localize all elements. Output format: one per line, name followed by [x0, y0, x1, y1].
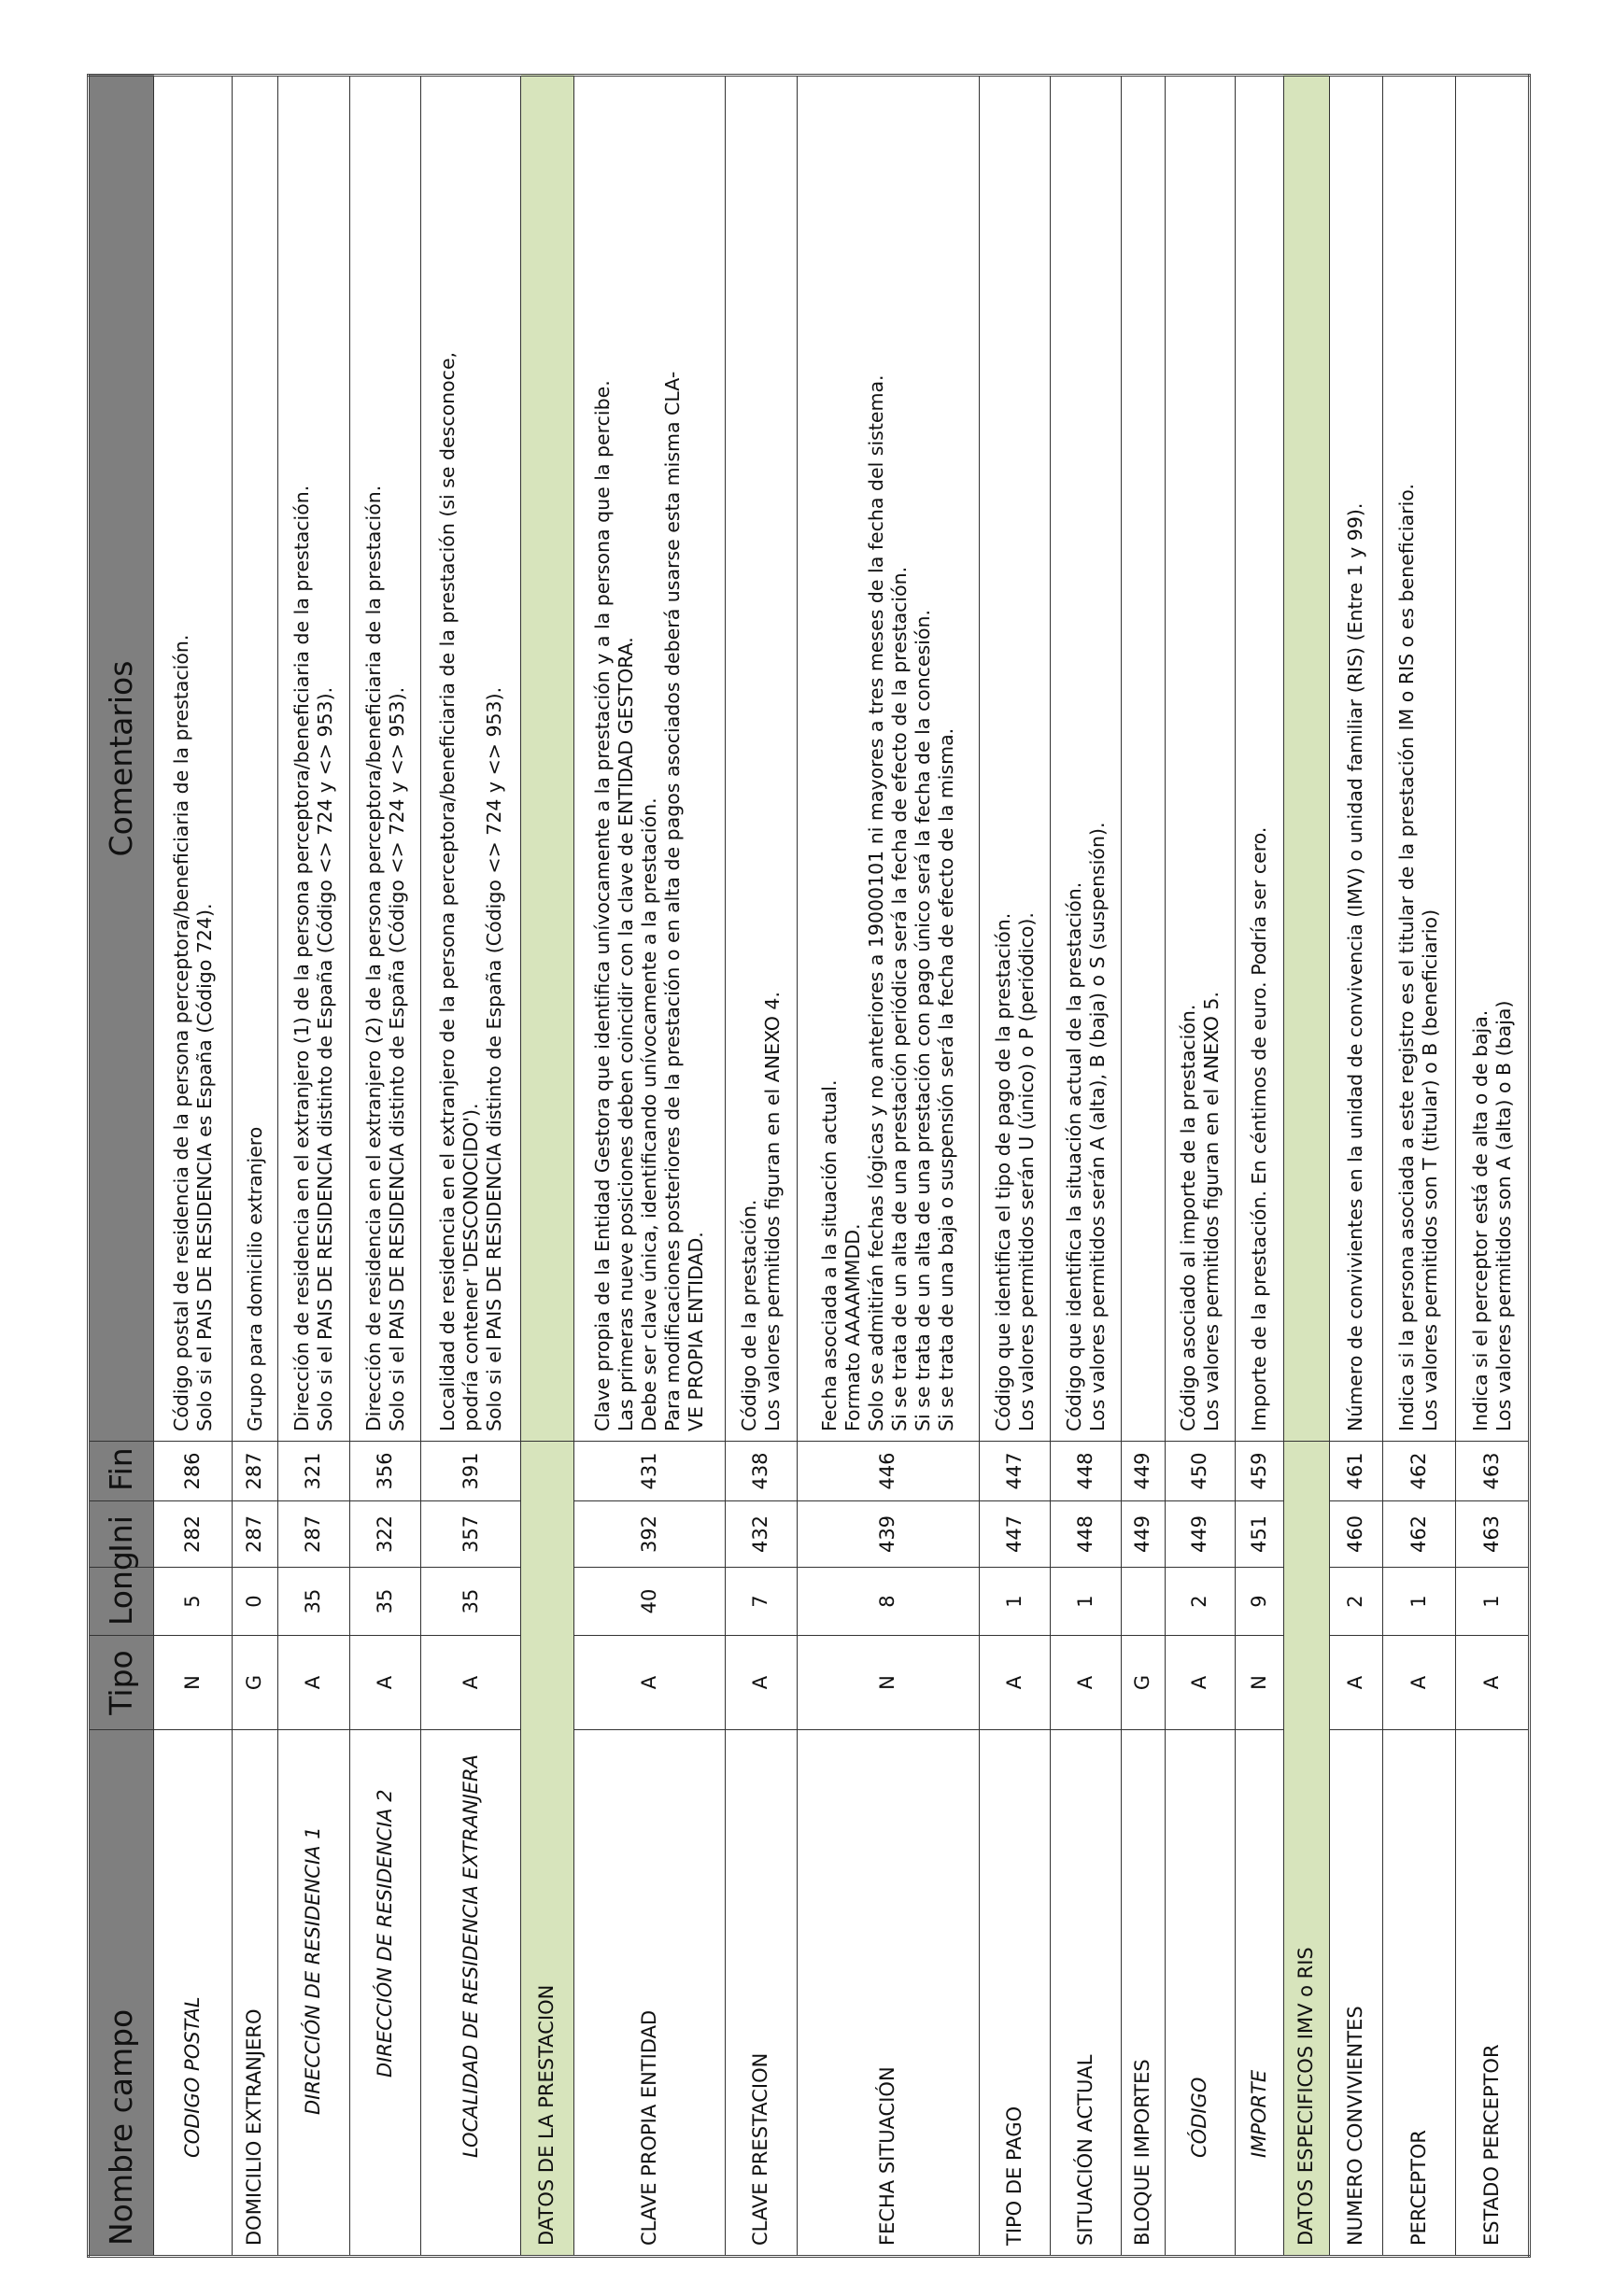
field-tipo: A: [725, 1636, 798, 1730]
field-ini: 463: [1456, 1501, 1530, 1568]
table-row: [798, 76, 980, 2257]
field-comment: [1165, 76, 1235, 1442]
comment-line: Grupo para domicilio extranjero: [243, 1126, 266, 1431]
field-name: TIPO DE PAGO: [979, 1730, 1050, 2257]
comment-line: Los valores permitidos son A (alta) o B (baja): [1492, 1000, 1515, 1431]
field-ini: 460: [1329, 1501, 1382, 1568]
field-fin: 431: [574, 1442, 726, 1501]
field-long: 1: [1456, 1568, 1530, 1636]
field-tipo: N: [798, 1636, 980, 1730]
field-fin: 286: [154, 1442, 233, 1501]
comment-line: Código postal de residencia de la persona perceptora/beneficiaria de la prestación.: [169, 634, 192, 1431]
field-name: FECHA SITUACIÓN: [798, 1730, 980, 2257]
comment-line: Los valores permitidos serán U (único) o P (periódico).: [1014, 912, 1038, 1431]
field-fin: 321: [278, 1442, 349, 1501]
field-comment: [1051, 76, 1121, 1442]
field-comment: [1236, 76, 1283, 1442]
field-ini: 282: [154, 1501, 233, 1568]
field-ini: 287: [278, 1501, 349, 1568]
comment-line: Localidad de residencia en el extranjero de la persona perceptora/beneficiaria de la prestación (si se desconoce,: [435, 351, 459, 1431]
field-tipo: G: [233, 1636, 278, 1730]
field-comment: [421, 76, 521, 1442]
field-comment: [1121, 76, 1165, 1442]
field-name: NUMERO CONVIVIENTES: [1329, 1730, 1382, 2257]
table-row: [1165, 76, 1235, 2257]
field-fin: 450: [1165, 1442, 1235, 1501]
field-ini: 449: [1165, 1501, 1235, 1568]
field-tipo: N: [1236, 1636, 1283, 1730]
field-name: SITUACIÓN ACTUAL: [1051, 1730, 1121, 2257]
field-fin: 448: [1051, 1442, 1121, 1501]
section-spacer: [521, 76, 574, 1442]
field-tipo: A: [1382, 1636, 1456, 1730]
field-fin: 438: [725, 1442, 798, 1501]
field-ini: 432: [725, 1501, 798, 1568]
comment-line: Formato AAAAMMDD.: [841, 1223, 865, 1431]
comment-line: Si se trata de una baja o suspensión será la fecha de efecto de la misma.: [935, 727, 958, 1431]
comment-line: Los valores permitidos son T (titular) o B (beneficiario): [1419, 909, 1442, 1431]
field-long: 40: [574, 1568, 726, 1636]
field-ini: 392: [574, 1501, 726, 1568]
field-long: 7: [725, 1568, 798, 1636]
field-ini: 447: [979, 1501, 1050, 1568]
field-long: 0: [233, 1568, 278, 1636]
comment-line: Solo si el PAIS DE RESIDENCIA distinto de España (Código <> 724 y <> 953).: [482, 686, 505, 1431]
comment-line: Solo se admitirán fechas lógicas y no anteriores a 19000101 ni mayores a tres meses de la fecha del sistema.: [865, 374, 888, 1431]
field-name: CLAVE PRESTACION: [725, 1730, 798, 2257]
table-row: [421, 76, 521, 2257]
field-fin: 391: [421, 1442, 521, 1501]
field-tipo: A: [979, 1636, 1050, 1730]
field-ini: 322: [349, 1501, 420, 1568]
field-spec-table: [87, 74, 1531, 2258]
field-fin: 446: [798, 1442, 980, 1501]
field-ini: 451: [1236, 1501, 1283, 1568]
comment-line: Código de la prestación.: [738, 1199, 761, 1431]
header-ini: Ini: [89, 1501, 154, 1568]
comment-line: podría contener 'DESCONOCIDO').: [459, 1103, 482, 1431]
comment-line: Las primeras nueve posiciones deben coincidir con la clave de ENTIDAD GESTORA.: [615, 637, 638, 1431]
field-name: CÓDIGO: [1165, 1730, 1235, 2257]
field-tipo: A: [278, 1636, 349, 1730]
section-title: DATOS DE LA PRESTACION: [521, 1442, 574, 2257]
section-row: [1283, 76, 1329, 2257]
field-long: 35: [421, 1568, 521, 1636]
table-row: [278, 76, 349, 2257]
field-comment: [1456, 76, 1530, 1442]
table-row: [574, 76, 726, 2257]
comment-line: Fecha asociada a la situación actual.: [818, 1079, 841, 1431]
comment-line: Número de convivientes en la unidad de convivencia (IMV) o unidad familiar (RIS) (Entre 1 y 99).: [1344, 502, 1367, 1431]
field-tipo: A: [574, 1636, 726, 1730]
field-comment: [278, 76, 349, 1442]
field-name: DOMICILIO EXTRANJERO: [233, 1730, 278, 2257]
comment-line: Solo si el PAIS DE RESIDENCIA distinto de España (Código <> 724 y <> 953).: [314, 686, 337, 1431]
field-comment: [1382, 76, 1456, 1442]
field-comment: [574, 76, 726, 1442]
comment-line: Código asociado al importe de la prestación.: [1177, 1004, 1199, 1431]
section-row: [521, 76, 574, 2257]
comment-line: Dirección de residencia en el extranjero (1) de la persona perceptora/beneficiaria de la prestación.: [290, 485, 314, 1431]
field-name: ESTADO PERCEPTOR: [1456, 1730, 1530, 2257]
section-title: DATOS ESPECIFICOS IMV o RIS: [1283, 1442, 1329, 2257]
field-tipo: A: [349, 1636, 420, 1730]
field-long: 35: [278, 1568, 349, 1636]
field-tipo: N: [154, 1636, 233, 1730]
header-comentarios: Comentarios: [89, 76, 154, 1442]
field-ini: 439: [798, 1501, 980, 1568]
comment-line: Si se trata de un alta de una prestación con pago único será la fecha de la concesión.: [912, 609, 935, 1431]
table-row: [725, 76, 798, 2257]
comment-line: Clave propia de la Entidad Gestora que identifica unívocamente a la prestación y a la persona que la percibe.: [591, 380, 615, 1431]
field-ini: 357: [421, 1501, 521, 1568]
field-comment: [349, 76, 420, 1442]
field-comment: [979, 76, 1050, 1442]
header-row: [89, 76, 154, 2257]
field-name: IMPORTE: [1236, 1730, 1283, 2257]
field-fin: 461: [1329, 1442, 1382, 1501]
section-spacer: [1283, 76, 1329, 1442]
field-comment: [798, 76, 980, 1442]
field-tipo: A: [1165, 1636, 1235, 1730]
field-fin: 447: [979, 1442, 1050, 1501]
comment-line: Dirección de residencia en el extranjero (2) de la persona perceptora/beneficiaria de la prestación.: [361, 485, 385, 1431]
field-comment: [725, 76, 798, 1442]
field-tipo: A: [1329, 1636, 1382, 1730]
table-row: [1382, 76, 1456, 2257]
table-row: [979, 76, 1050, 2257]
field-long: [1121, 1568, 1165, 1636]
field-tipo: A: [421, 1636, 521, 1730]
field-ini: 287: [233, 1501, 278, 1568]
field-long: 1: [979, 1568, 1050, 1636]
comment-line: Solo si el PAIS DE RESIDENCIA es España (Código 724).: [192, 903, 216, 1431]
field-name: PERCEPTOR: [1382, 1730, 1456, 2257]
header-fin: Fin: [89, 1442, 154, 1501]
field-fin: 462: [1382, 1442, 1456, 1501]
comment-line: Los valores permitidos serán A (alta), B (baja) o S (suspensión).: [1085, 822, 1109, 1431]
field-long: 2: [1329, 1568, 1382, 1636]
field-ini: 462: [1382, 1501, 1456, 1568]
field-name: DIRECCIÓN DE RESIDENCIA 1: [278, 1730, 349, 2257]
field-long: 9: [1236, 1568, 1283, 1636]
comment-line: Para modificaciones posteriores de la prestación o en alta de pagos asociados deberá usarse esta misma CLA-: [661, 371, 685, 1431]
field-tipo: A: [1456, 1636, 1530, 1730]
comment-line: Indica si la persona asociada a este registro es el titular de la prestación IM o RIS o es beneficiario.: [1395, 483, 1419, 1431]
field-name: DIRECCIÓN DE RESIDENCIA 2: [349, 1730, 420, 2257]
field-name: CODIGO POSTAL: [154, 1730, 233, 2257]
table-row: [349, 76, 420, 2257]
table-row: [154, 76, 233, 2257]
field-long: 2: [1165, 1568, 1235, 1636]
field-fin: 449: [1121, 1442, 1165, 1501]
field-fin: 463: [1456, 1442, 1530, 1501]
header-tipo: Tipo: [89, 1636, 154, 1730]
field-tipo: G: [1121, 1636, 1165, 1730]
comment-line: Debe ser clave única, identificando unívocamente a la prestación.: [638, 797, 661, 1431]
field-long: 1: [1382, 1568, 1456, 1636]
comment-line: Si se trata de un alta de una prestación periódica será la fecha de efecto de la prestación.: [888, 566, 912, 1431]
comment-line: Código que identifica la situación actual de la prestación.: [1062, 881, 1085, 1431]
comment-line: Código que identifica el tipo de pago de la prestación.: [991, 912, 1014, 1431]
comment-line: Los valores permitidos figuran en el ANEXO 5.: [1200, 992, 1223, 1431]
field-comment: [1329, 76, 1382, 1442]
table-row: [1236, 76, 1283, 2257]
comment-line: Importe de la prestación. En céntimos de euro. Podría ser cero.: [1247, 826, 1270, 1431]
table-row: [1329, 76, 1382, 2257]
header-nombre-campo: Nombre campo: [89, 1730, 154, 2257]
field-ini: 448: [1051, 1501, 1121, 1568]
field-long: 5: [154, 1568, 233, 1636]
field-long: 35: [349, 1568, 420, 1636]
table-row: [1456, 76, 1530, 2257]
field-name: BLOQUE IMPORTES: [1121, 1730, 1165, 2257]
header-long: Long: [89, 1568, 154, 1636]
comment-line: Indica si el perceptor está de alta o de baja.: [1468, 1009, 1492, 1431]
field-tipo: A: [1051, 1636, 1121, 1730]
field-ini: 449: [1121, 1501, 1165, 1568]
field-comment: [233, 76, 278, 1442]
field-long: 1: [1051, 1568, 1121, 1636]
field-comment: [154, 76, 233, 1442]
field-fin: 356: [349, 1442, 420, 1501]
field-fin: 287: [233, 1442, 278, 1501]
field-name: LOCALIDAD DE RESIDENCIA EXTRANJERA: [421, 1730, 521, 2257]
field-long: 8: [798, 1568, 980, 1636]
table-row: [1051, 76, 1121, 2257]
comment-line: Los valores permitidos figuran en el ANEXO 4.: [761, 992, 785, 1431]
field-name: CLAVE PROPIA ENTIDAD: [574, 1730, 726, 2257]
field-fin: 459: [1236, 1442, 1283, 1501]
rotated-page: [87, 77, 1531, 2258]
table-row: [1121, 76, 1165, 2257]
comment-line: VE PROPIA ENTIDAD.: [685, 1232, 708, 1431]
comment-line: Solo si el PAIS DE RESIDENCIA distinto de España (Código <> 724 y <> 953).: [385, 686, 408, 1431]
table-row: [233, 76, 278, 2257]
